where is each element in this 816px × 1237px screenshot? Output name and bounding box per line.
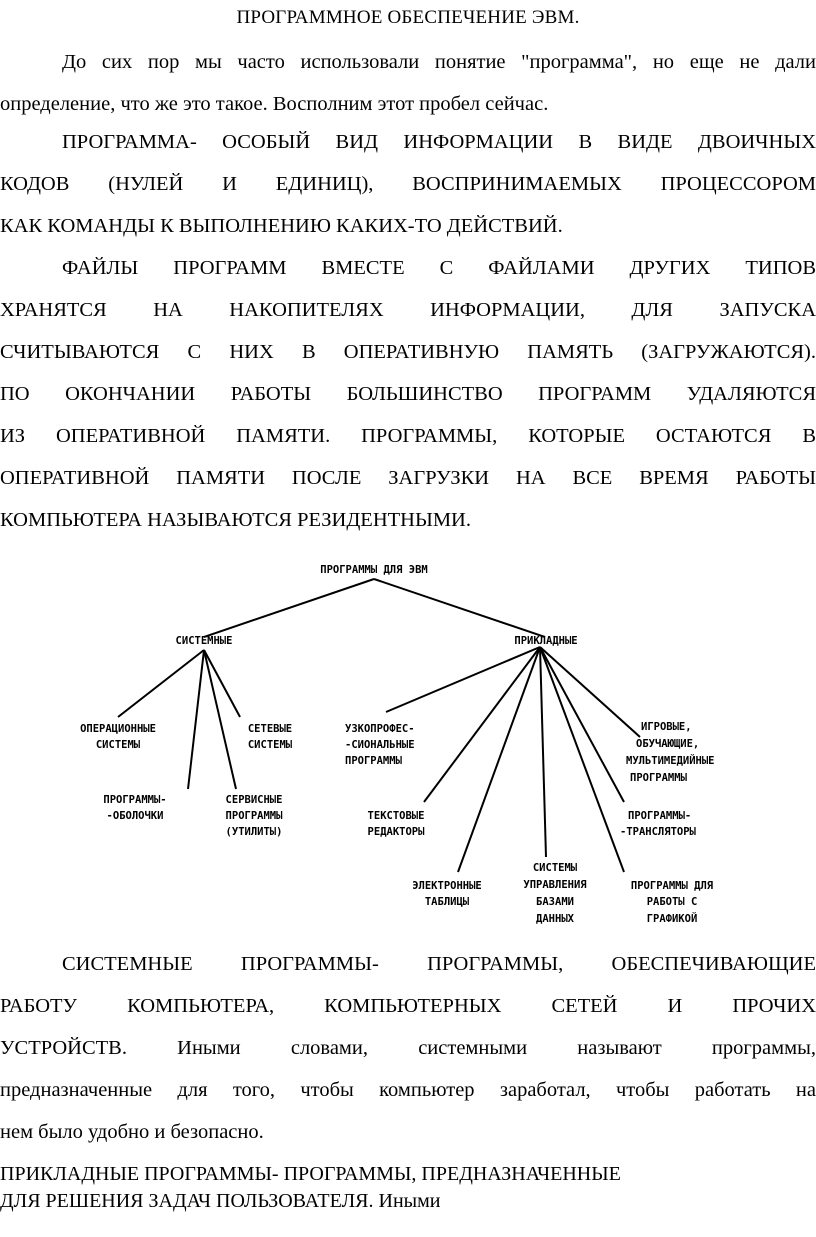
svg-text:СИСТЕМЫ: СИСТЕМЫ <box>247 739 293 751</box>
text-line: КОДОВ (НУЛЕЙ И ЕДИНИЦ), ВОСПРИНИМАЕМЫХ ПРОЦЕССОРОМ <box>0 173 816 195</box>
text-line: СЧИТЫВАЮТСЯ С НИХ В ОПЕРАТИВНУЮ ПАМЯТЬ (ЗАГРУЖАЮТСЯ). <box>0 341 816 363</box>
connector-line <box>188 650 204 789</box>
text-line: ПО ОКОНЧАНИИ РАБОТЫ БОЛЬШИНСТВО ПРОГРАММ УДАЛЯЮТСЯ <box>0 383 816 405</box>
text-line: определение, что же это такое. Восполним этот пробел сейчас. <box>0 93 549 115</box>
connector-line <box>540 647 624 872</box>
text-line: ДЛЯ РЕШЕНИЯ ЗАДАЧ ПОЛЬЗОВАТЕЛЯ. Иными <box>0 1190 441 1212</box>
node-graphics-programs <box>631 880 713 925</box>
connector-line <box>204 650 240 717</box>
text-line: КАК КОМАНДЫ К ВЫПОЛНЕНИЮ КАКИХ-ТО ДЕЙСТВИЙ. <box>0 215 563 237</box>
node-utilities <box>226 794 284 838</box>
svg-text:ТЕКСТОВЫЕ: ТЕКСТОВЫЕ <box>367 810 425 822</box>
svg-text:ПРОГРАММЫ: ПРОГРАММЫ <box>345 755 402 767</box>
document-title: ПРОГРАММНОЕ ОБЕСПЕЧЕНИЕ ЭВМ. <box>236 7 580 28</box>
text-line: ПРОГРАММА- ОСОБЫЙ ВИД ИНФОРМАЦИИ В ВИДЕ ДВОИЧНЫХ <box>62 131 816 153</box>
svg-text:-ТРАНСЛЯТОРЫ: -ТРАНСЛЯТОРЫ <box>620 826 696 838</box>
svg-text:ТАБЛИЦЫ: ТАБЛИЦЫ <box>424 896 470 908</box>
node-network-systems <box>248 723 293 751</box>
connector-line <box>540 647 546 857</box>
svg-text:ИГРОВЫЕ,: ИГРОВЫЕ, <box>641 721 692 733</box>
text-line: ФАЙЛЫ ПРОГРАММ ВМЕСТЕ С ФАЙЛАМИ ДРУГИХ ТИПОВ <box>62 257 816 279</box>
node-specialized-programs <box>345 723 415 767</box>
text-line: ХРАНЯТСЯ НА НАКОПИТЕЛЯХ ИНФОРМАЦИИ, ДЛЯ ЗАПУСКА <box>0 299 816 321</box>
text-line: РАБОТУ КОМПЬЮТЕРА, КОМПЬЮТЕРНЫХ СЕТЕЙ И ПРОЧИХ <box>0 995 816 1017</box>
node-text-editors <box>368 810 426 838</box>
node-spreadsheets <box>412 880 482 908</box>
node-dbms <box>523 862 586 925</box>
svg-text:-СИОНАЛЬНЫЕ: -СИОНАЛЬНЫЕ <box>345 739 415 751</box>
connector-line <box>458 647 540 872</box>
text-line: СИСТЕМНЫЕ ПРОГРАММЫ- ПРОГРАММЫ, ОБЕСПЕЧИВАЮЩИЕ <box>62 953 816 975</box>
node-translators <box>620 810 697 838</box>
svg-text:СИСТЕМЫ: СИСТЕМЫ <box>532 862 578 874</box>
node-games-multimedia <box>626 721 715 784</box>
svg-text:ПРОГРАММЫ: ПРОГРАММЫ <box>630 772 687 784</box>
paragraph-applied-programs <box>0 1161 816 1215</box>
text-line: УСТРОЙСТВ. Иными словами, системными называют программы, <box>0 1037 816 1059</box>
text-line: ИЗ ОПЕРАТИВНОЙ ПАМЯТИ. ПРОГРАММЫ, КОТОРЫЕ ОСТАЮТСЯ В <box>0 425 816 447</box>
svg-text:ДАННЫХ: ДАННЫХ <box>536 913 574 925</box>
tree-root-label: ПРОГРАММЫ ДЛЯ ЭВМ <box>320 564 428 576</box>
svg-text:-ОБОЛОЧКИ: -ОБОЛОЧКИ <box>106 810 164 822</box>
svg-text:СЕРВИСНЫЕ: СЕРВИСНЫЕ <box>225 794 283 806</box>
svg-text:РЕДАКТОРЫ: РЕДАКТОРЫ <box>367 826 425 838</box>
connector-line <box>204 579 374 637</box>
svg-text:ОПЕРАЦИОННЫЕ: ОПЕРАЦИОННЫЕ <box>80 723 156 735</box>
text-line: нем было удобно и безопасно. <box>0 1121 264 1143</box>
svg-text:БАЗАМИ: БАЗАМИ <box>536 896 574 908</box>
svg-text:ЭЛЕКТРОННЫЕ: ЭЛЕКТРОННЫЕ <box>412 880 482 892</box>
connector-line <box>374 579 545 637</box>
connector-line <box>118 650 204 717</box>
paragraph-program-definition <box>0 121 816 247</box>
paragraph-intro <box>0 41 816 125</box>
text-line: До сих пор мы часто использовали понятие "программа", но еще не дали <box>62 51 816 73</box>
svg-text:ПРОГРАММЫ-: ПРОГРАММЫ- <box>628 810 692 822</box>
svg-text:ГРАФИКОЙ: ГРАФИКОЙ <box>646 913 698 925</box>
program-types-tree-diagram <box>0 545 816 935</box>
svg-text:МУЛЬТИМЕДИЙНЫЕ: МУЛЬТИМЕДИЙНЫЕ <box>626 755 715 767</box>
svg-text:(УТИЛИТЫ): (УТИЛИТЫ) <box>225 826 283 838</box>
svg-text:ПРОГРАММЫ-: ПРОГРАММЫ- <box>103 794 167 806</box>
paragraph-system-programs <box>0 943 816 1153</box>
svg-text:СИСТЕМЫ: СИСТЕМЫ <box>95 739 141 751</box>
paragraph-program-files <box>0 247 816 541</box>
svg-text:ОБУЧАЮЩИЕ,: ОБУЧАЮЩИЕ, <box>636 738 700 750</box>
tree-node-applied: ПРИКЛАДНЫЕ <box>514 635 578 647</box>
tree-node-system: СИСТЕМНЫЕ <box>175 635 233 647</box>
connector-line <box>204 650 236 789</box>
connector-line <box>540 647 624 802</box>
svg-text:РАБОТЫ С: РАБОТЫ С <box>646 896 698 908</box>
text-line: ПРИКЛАДНЫЕ ПРОГРАММЫ- ПРОГРАММЫ, ПРЕДНАЗНАЧЕННЫЕ <box>0 1163 621 1185</box>
svg-text:ПРОГРАММЫ ДЛЯ: ПРОГРАММЫ ДЛЯ <box>630 880 714 892</box>
text-line: КОМПЬЮТЕРА НАЗЫВАЮТСЯ РЕЗИДЕНТНЫМИ. <box>0 509 471 531</box>
svg-text:ПРОГРАММЫ: ПРОГРАММЫ <box>225 810 283 822</box>
connector-line <box>424 647 540 802</box>
node-operating-systems <box>80 723 156 751</box>
svg-text:УПРАВЛЕНИЯ: УПРАВЛЕНИЯ <box>523 879 587 891</box>
connector-line <box>540 647 640 737</box>
svg-text:СЕТЕВЫЕ: СЕТЕВЫЕ <box>247 723 293 735</box>
node-shell-programs <box>103 794 166 822</box>
text-line: ОПЕРАТИВНОЙ ПАМЯТИ ПОСЛЕ ЗАГРУЗКИ НА ВСЕ ВРЕМЯ РАБОТЫ <box>0 467 816 489</box>
text-line: предназначенные для того, чтобы компьютер заработал, чтобы работать на <box>0 1079 816 1101</box>
svg-text:УЗКОПРОФЕС-: УЗКОПРОФЕС- <box>345 723 415 735</box>
